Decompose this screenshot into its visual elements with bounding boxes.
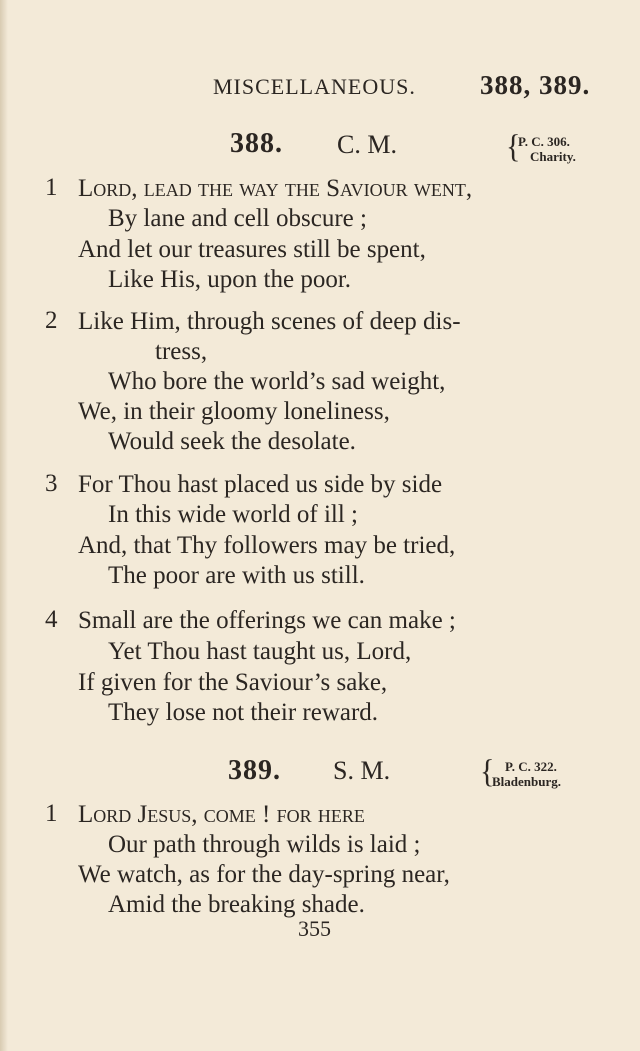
- verse-line: Like His, upon the poor.: [108, 266, 352, 293]
- verse-line: Would seek the desolate.: [108, 428, 356, 455]
- verse-line: Amid the breaking shade.: [108, 891, 365, 918]
- verse-line: Yet Thou hast taught us, Lord,: [108, 638, 412, 665]
- running-header-section: MISCELLANEOUS.: [213, 74, 416, 99]
- verse-line: If given for the Saviour’s sake,: [78, 669, 388, 696]
- verse-line: In this wide world of ill ;: [108, 501, 358, 528]
- verse-line: The poor are with us still.: [108, 562, 365, 589]
- tune-name: Bladenburg.: [492, 774, 561, 789]
- running-header-hymn-numbers: 388, 389.: [480, 70, 591, 100]
- tune-reference: P. C. 306.: [518, 134, 570, 149]
- tune-name: Charity.: [530, 149, 576, 164]
- verse-line: By lane and cell obscure ;: [108, 205, 367, 232]
- page-spine-shadow: [0, 0, 8, 1051]
- hymn-number: 388.: [230, 128, 283, 159]
- verse-number: 3: [45, 470, 58, 497]
- verse-line: Like Him, through scenes of deep dis-: [78, 308, 461, 335]
- verse-line: Our path through wilds is laid ;: [108, 831, 421, 858]
- verse-number: 1: [45, 174, 58, 201]
- verse-line: And, that Thy followers may be tried,: [78, 532, 456, 559]
- verse-line: They lose not their reward.: [108, 699, 379, 726]
- verse-line: For Thou hast placed us side by side: [78, 471, 443, 498]
- hymn-meter: S. M.: [333, 756, 391, 785]
- verse-number: 1: [45, 800, 58, 827]
- tune-brace: {: [480, 753, 495, 790]
- verse-line: tress,: [155, 338, 208, 365]
- tune-brace: {: [506, 128, 521, 165]
- verse-line: Small are the offerings we can make ;: [78, 607, 456, 634]
- hymn-meter: C. M.: [337, 130, 397, 159]
- verse-line: Lord Jesus, come ! for here: [78, 801, 365, 828]
- verse-number: 2: [45, 307, 58, 334]
- page-number: 355: [298, 916, 331, 941]
- verse-line: We, in their gloomy loneliness,: [78, 398, 390, 425]
- hymn-number: 389.: [228, 755, 281, 786]
- verse-line: Who bore the world’s sad weight,: [108, 368, 446, 395]
- verse-line: And let our treasures still be spent,: [78, 236, 426, 263]
- verse-line: We watch, as for the day-spring near,: [78, 861, 450, 888]
- tune-reference: P. C. 322.: [505, 759, 557, 774]
- verse-number: 4: [45, 606, 58, 633]
- verse-line: Lord, lead the way the Saviour went,: [78, 175, 473, 202]
